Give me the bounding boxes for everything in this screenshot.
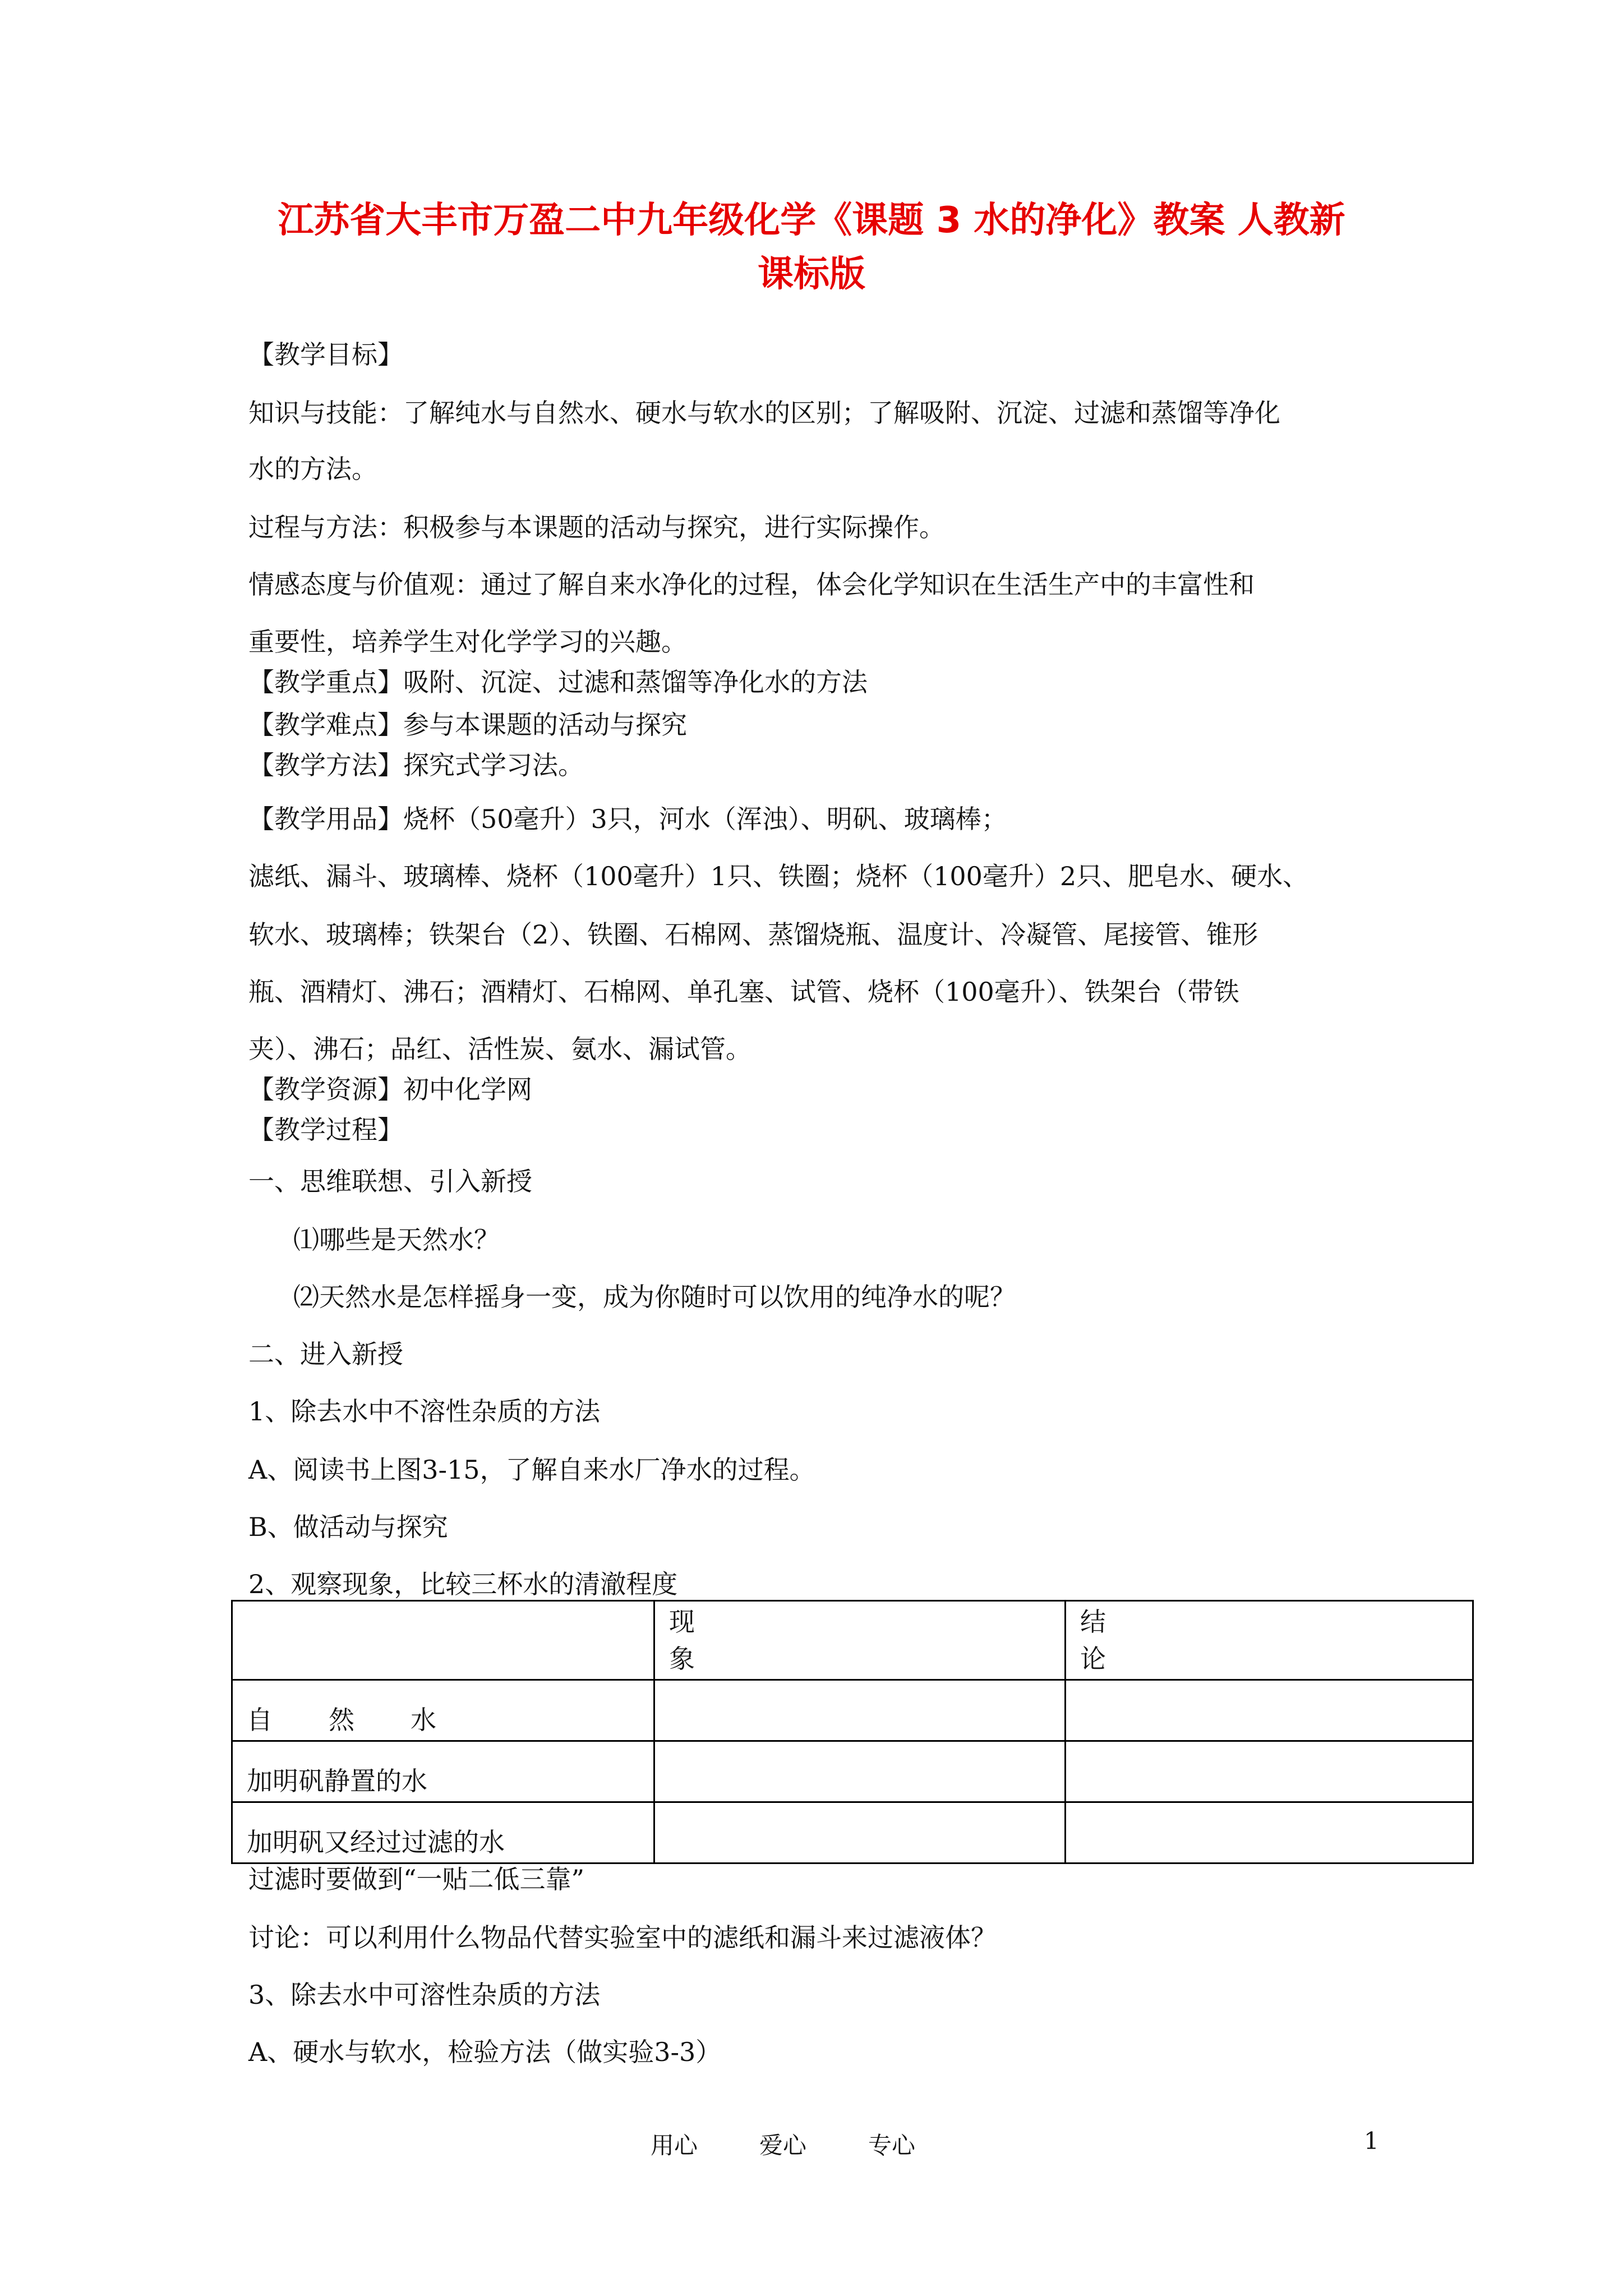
paragraph-line: 2、观察现象，比较三杯水的清澈程度 <box>248 1569 678 1599</box>
page-number: 1 <box>1364 2127 1379 2155</box>
table-row <box>232 1802 1473 1864</box>
table-cell <box>1066 1802 1473 1864</box>
table-cell <box>654 1741 1066 1802</box>
title-line-2: 课标版 <box>758 254 865 295</box>
title-line-1: 江苏省大丰市万盈二中九年级化学《课题 3 水的净化》教案 人教新 <box>278 200 1345 241</box>
table-header-cell <box>654 1601 1066 1680</box>
header-conclusion-text: 结论 <box>1080 1607 1263 1674</box>
table-cell <box>654 1802 1066 1864</box>
table-row <box>232 1741 1473 1802</box>
paragraph-line: 1、除去水中不溶性杂质的方法 <box>248 1396 601 1427</box>
section-heading-process: 【教学过程】 <box>248 1115 403 1145</box>
header-conclusion <box>1080 1602 1271 1676</box>
footer-mottos <box>651 2127 915 2161</box>
table-header-row <box>232 1601 1473 1680</box>
observation-table <box>231 1600 1474 1864</box>
materials-line: 夹）、沸石；品红、活性炭、氨水、漏试管。 <box>248 1034 751 1064</box>
footer-motto: 爱心 <box>759 2132 807 2159</box>
header-phenomenon <box>669 1602 849 1676</box>
question-2: ⑵天然水是怎样摇身一变，成为你随时可以饮用的纯净水的呢？ <box>293 1282 1016 1312</box>
table-row <box>232 1680 1473 1741</box>
paragraph-line: 知识与技能：了解纯水与自然水、硬水与软水的区别；了解吸附、沉淀、过滤和蒸馏等净化 <box>248 398 1280 428</box>
resources-line: 【教学资源】初中化学网 <box>248 1074 532 1105</box>
paragraph-line: A、阅读书上图3-15，了解自来水厂净水的过程。 <box>248 1455 815 1485</box>
table-header-cell <box>232 1601 654 1680</box>
footer-motto: 专心 <box>868 2132 916 2159</box>
table-cell: 加明矾又经过过滤的水 <box>232 1802 654 1864</box>
row-label: 自然水 <box>247 1705 492 1735</box>
table-cell <box>232 1680 654 1741</box>
materials-line: 【教学用品】烧杯（50毫升）3只，河水（浑浊）、明矾、玻璃棒； <box>248 804 1007 834</box>
header-phenomenon-text: 现象 <box>669 1607 841 1674</box>
materials-line: 滤纸、漏斗、玻璃棒、烧杯（100毫升）1只、铁圈；烧杯（100毫升）2只、肥皂水、硬水、 <box>248 861 1309 891</box>
step-heading: 二、进入新授 <box>248 1339 403 1369</box>
step-heading: 一、思维联想、引入新授 <box>248 1166 532 1197</box>
method-line: 【教学方法】探究式学习法。 <box>248 750 584 780</box>
paragraph-line: B、做活动与探究 <box>248 1512 448 1542</box>
table-header-cell <box>1066 1601 1473 1680</box>
key-points-line: 【教学重点】吸附、沉淀、过滤和蒸馏等净化水的方法 <box>248 667 868 697</box>
paragraph-line: 重要性，培养学生对化学学习的兴趣。 <box>248 627 687 657</box>
document-title <box>168 194 1455 301</box>
paragraph-line: 水的方法。 <box>248 454 377 484</box>
section-heading-goals: 【教学目标】 <box>248 339 403 370</box>
footer-motto: 用心 <box>651 2132 698 2159</box>
table-cell <box>654 1680 1066 1741</box>
paragraph-line: A、硬水与软水，检验方法（做实验3-3） <box>248 2037 722 2067</box>
table-cell: 加明矾静置的水 <box>232 1741 654 1802</box>
paragraph-line: 讨论：可以利用什么物品代替实验室中的滤纸和漏斗来过滤液体？ <box>248 1922 997 1953</box>
table-cell <box>1066 1741 1473 1802</box>
paragraph-line: 3、除去水中可溶性杂质的方法 <box>248 1980 601 2010</box>
materials-line: 软水、玻璃棒；铁架台（2）、铁圈、石棉网、蒸馏烧瓶、温度计、冷凝管、尾接管、锥形 <box>248 919 1258 950</box>
question-1: ⑴哪些是天然水？ <box>293 1225 500 1255</box>
table-cell <box>1066 1680 1473 1741</box>
materials-line: 瓶、酒精灯、沸石；酒精灯、石棉网、单孔塞、试管、烧杯（100毫升）、铁架台（带铁 <box>248 977 1239 1007</box>
difficulties-line: 【教学难点】参与本课题的活动与探究 <box>248 710 687 740</box>
paragraph-line: 过滤时要做到“一贴二低三靠” <box>248 1864 585 1894</box>
paragraph-line: 情感态度与价值观：通过了解自来水净化的过程，体会化学知识在生活生产中的丰富性和 <box>248 569 1255 600</box>
paragraph-line: 过程与方法：积极参与本课题的活动与探究，进行实际操作。 <box>248 512 945 542</box>
